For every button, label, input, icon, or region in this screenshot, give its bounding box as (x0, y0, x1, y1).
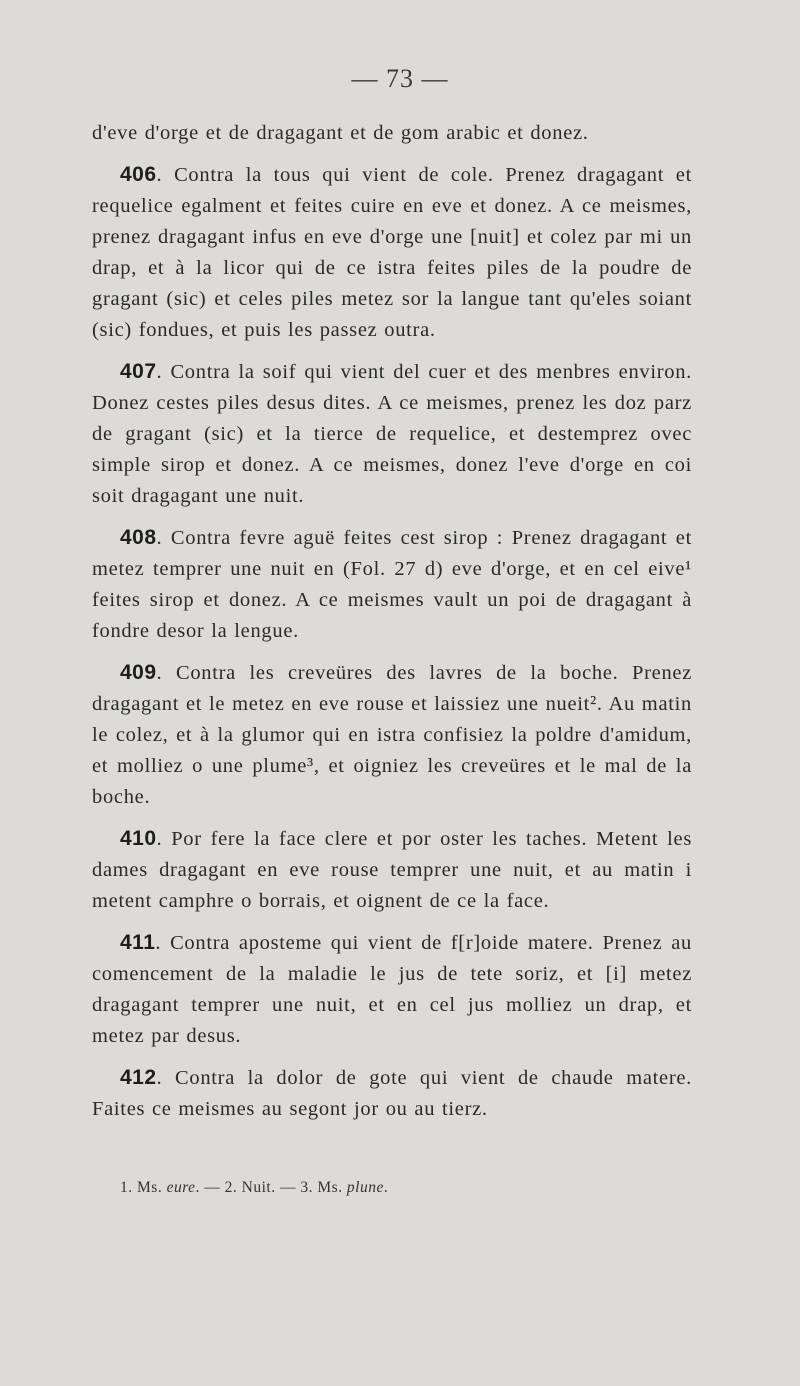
opening-line: d'eve d'orge et de dragagant et de gom arabic et donez. (92, 122, 589, 144)
paragraph-410: 410. Por fere la face clere et por oster les taches. Metent les dames dragagant en eve rouse temprer une nuit, et au matin i metent camphre o borrais, et oignent de ce la face. (92, 827, 692, 912)
paragraph-text: Contra la soif qui vient del cuer et des menbres environ. Donez cestes piles desus dites. A ce meismes, prenez les doz parz de gragant (sic) et la tierce de requelice, et destemprez ovec simple sirop et donez. A ce meismes, donez l'eve d'orge en coi soit dragagant une nuit. (92, 361, 693, 507)
page-number: — 73 — (351, 64, 449, 93)
paragraph-407: 407. Contra la soif qui vient del cuer et des menbres environ. Donez cestes piles desus dites. A ce meismes, prenez les doz parz de gragant (sic) et la tierce de requelice, et destemprez ovec simple sirop et donez. A ce meismes, donez l'eve d'orge en coi soit dragagant une nuit. (92, 360, 693, 507)
paragraph-text: Contra la tous qui vient de cole. Prenez dragagant et requelice egalment et feites cuire en eve et donez. A ce meismes, prenez dragagant infus en eve d'orge une [nuit] et colez par mi un drap, et à la licor qui de ce istra feites piles de la poudre de gragant (sic) et celes piles metez sor la langue tant qu'eles soiant (sic) fondues, et puis les passez outra. (92, 164, 692, 341)
footnote-label: 1. Ms. (120, 1179, 163, 1196)
paragraph-number: 412 (120, 1066, 157, 1089)
paragraph-411: 411. Contra aposteme qui vient de f[r]oide matere. Prenez au comencement de la maladie le jus de tete soriz, et [i] metez dragagant temprer une nuit, et en cel jus molliez un drap, et metez par desus. (92, 931, 693, 1047)
footnote-end: . (383, 1179, 389, 1196)
footnotes (120, 1179, 388, 1197)
paragraph-number: 410 (120, 827, 157, 850)
page-body (92, 118, 692, 1125)
paragraph-text: Contra fevre aguë feites cest sirop : Prenez dragagant et metez temprer une nuit en (Fol. 27 d) eve d'orge, et en cel eive¹ feites sirop et donez. A ce meismes vault un poi de dragagant à fondre desor la lengue. (92, 527, 693, 642)
paragraph-406: 406. Contra la tous qui vient de cole. Prenez dragagant et requelice egalment et feites cuire en eve et donez. A ce meismes, prenez dragagant infus en eve d'orge une [nuit] et colez par mi un drap, et à la licor qui de ce istra feites piles de la poudre de gragant (sic) et celes piles metez sor la langue tant qu'eles soiant (sic) fondues, et puis les passez outra. (92, 163, 692, 341)
paragraph-number: 409 (120, 661, 157, 684)
paragraph-number: 408 (120, 526, 157, 549)
paragraph-number: 406 (120, 163, 157, 186)
footnote-word: plune (346, 1179, 384, 1196)
paragraph-number: 411 (120, 931, 156, 954)
paragraph-409: 409. Contra les creveüres des lavres de la boche. Prenez dragagant et le metez en eve rouse et laissiez une nueit². Au matin le colez, et à la glumor qui en istra confisiez la poldre d'amidum, et molliez o une plume³, et oigniez les creveüres et le mal de la boche. (92, 661, 692, 808)
paragraph-408: 408. Contra fevre aguë feites cest sirop : Prenez dragagant et metez temprer une nuit en (Fol. 27 d) eve d'orge, et en cel eive¹ feites sirop et donez. A ce meismes vault un poi de dragagant à fondre desor la lengue. (92, 526, 693, 642)
paragraph-text: Contra la dolor de gote qui vient de chaude matere. Faites ce meismes au segont jor ou au tierz. (92, 1067, 692, 1120)
paragraph-text: Contra aposteme qui vient de f[r]oide matere. Prenez au comencement de la maladie le jus de tete soriz, et [i] metez dragagant temprer une nuit, et en cel jus molliez un drap, et metez par desus. (92, 932, 693, 1047)
paragraph-number: 407 (120, 360, 157, 383)
paragraph-text: Por fere la face clere et por oster les taches. Metent les dames dragagant en eve rouse temprer une nuit, et au matin i metent camphre o borrais, et oignent de ce la face. (92, 828, 692, 912)
paragraph-text: Contra les creveüres des lavres de la boche. Prenez dragagant et le metez en eve rouse et laissiez une nueit². Au matin le colez, et à la glumor qui en istra confisiez la poldre d'amidum, et molliez o une plume³, et oigniez les creveüres et le mal de la boche. (92, 662, 692, 808)
footnote-text: . — 2. Nuit. — 3. Ms. (195, 1179, 343, 1196)
footnote-word: eure (166, 1179, 196, 1196)
paragraph-412: 412. Contra la dolor de gote qui vient de chaude matere. Faites ce meismes au segont jor ou au tierz. (92, 1066, 692, 1120)
